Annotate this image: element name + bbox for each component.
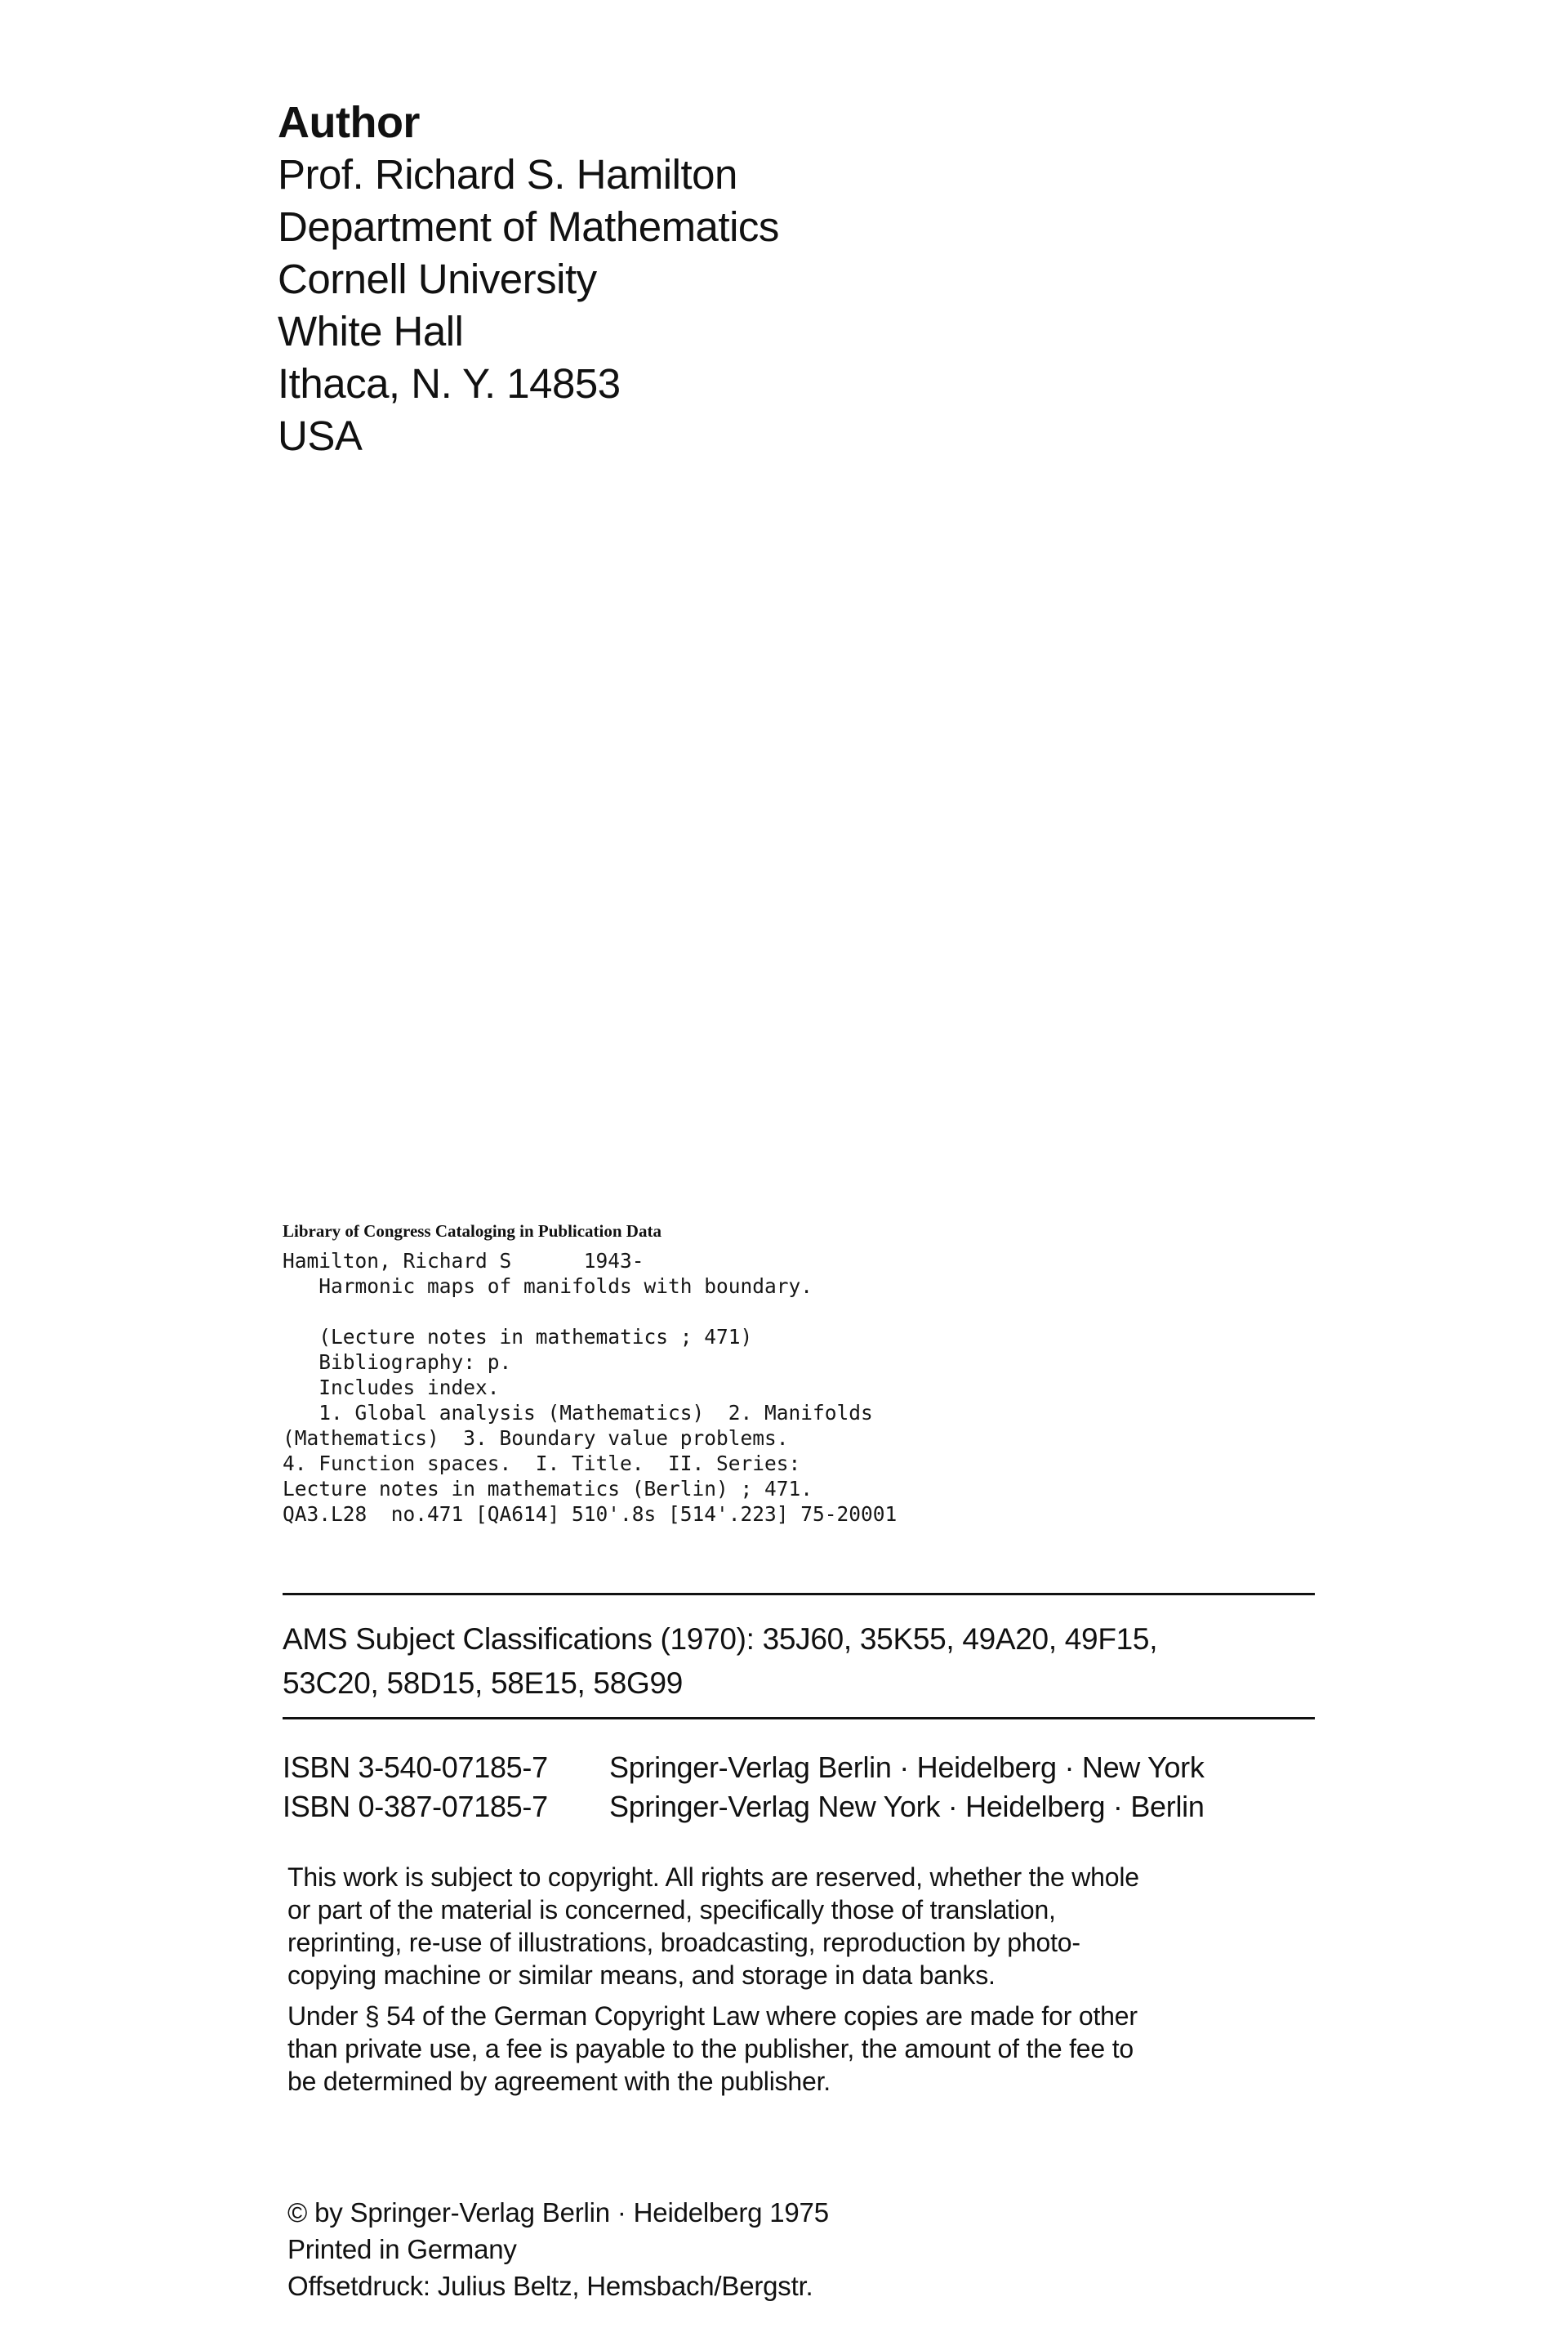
isbn-publisher: Springer-Verlag New York · Heidelberg · Berlin	[609, 1790, 1205, 1823]
author-block	[278, 96, 1176, 462]
copyright-paragraph: This work is subject to copyright. All rights are reserved, whether the whole or part of the material is concerned, specifically those of translation, reprinting, re-use of illustrations, broadcasting, reproduction by photo- copying machine or similar means, and storage in data banks.	[287, 1862, 1139, 1990]
author-building: White Hall	[278, 308, 464, 355]
author-university: Cornell University	[278, 256, 597, 302]
author-country: USA	[278, 413, 363, 459]
copyright-line: © by Springer-Verlag Berlin · Heidelberg 1975	[287, 2197, 829, 2228]
copyright-notice	[287, 1861, 1316, 2106]
isbn-publisher: Springer-Verlag Berlin · Heidelberg · New York	[609, 1750, 1205, 1784]
printed-in-line: Printed in Germany	[287, 2234, 517, 2264]
author-city: Ithaca, N. Y. 14853	[278, 360, 621, 407]
cip-record: Hamilton, Richard S 1943- Harmonic maps of manifolds with boundary. (Lecture notes in mathematics ; 471) Bibliography: p. Includes index. 1. Global analysis (Mathematics) 2. Manifolds (Mathematics) 3. Boundary value problems. 4. Function spaces. I. Title. II. Series: Lecture notes in mathematics (Berlin) ; 471. QA3.L28 no.471 [QA614] 510'.8s [514'.223] 75-20001	[283, 1249, 898, 1526]
author-heading: Author	[278, 98, 420, 147]
author-department: Department of Mathematics	[278, 203, 779, 250]
author-name: Prof. Richard S. Hamilton	[278, 151, 737, 198]
ams-line-1: AMS Subject Classifications (1970): 35J60, 35K55, 49A20, 49F15,	[283, 1622, 1158, 1656]
isbn-number: ISBN 3-540-07185-7	[283, 1750, 548, 1784]
isbn-number: ISBN 0-387-07185-7	[283, 1790, 548, 1823]
isbn-block	[283, 1748, 1312, 1826]
ams-classification	[283, 1617, 1312, 1706]
fee-paragraph: Under § 54 of the German Copyright Law where copies are made for other than private use, a fee is payable to the publisher, the amount of the fee to be determined by agreement with the publisher.	[287, 2001, 1138, 2096]
imprint-block	[287, 2194, 1316, 2304]
rule-top	[283, 1593, 1315, 1595]
isbn-row-new-york	[283, 1787, 1312, 1826]
rule-bottom	[283, 1717, 1315, 1719]
ams-line-2: 53C20, 58D15, 58E15, 58G99	[283, 1666, 684, 1700]
cip-block	[283, 1219, 1344, 1527]
cip-heading: Library of Congress Cataloging in Publication Data	[283, 1221, 662, 1241]
printer-line: Offsetdruck: Julius Beltz, Hemsbach/Bergstr.	[287, 2271, 813, 2301]
isbn-row-berlin	[283, 1748, 1312, 1787]
